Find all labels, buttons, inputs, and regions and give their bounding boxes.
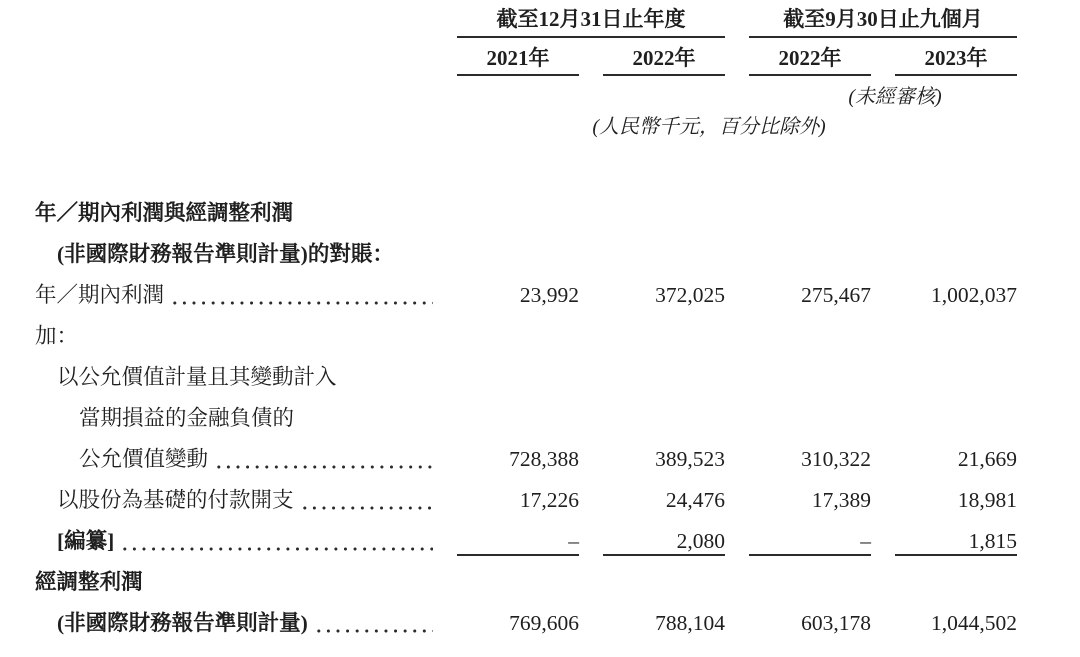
cell-value: 310,322 <box>801 447 871 471</box>
dot-leader <box>300 480 433 521</box>
cell-value: 728,388 <box>509 447 579 471</box>
cell-value: 24,476 <box>665 488 725 512</box>
table-row <box>35 480 1080 521</box>
table-row <box>35 357 1080 398</box>
cell-value: 17,389 <box>811 488 871 512</box>
table-row <box>35 316 1080 357</box>
row-label-cell <box>35 398 433 439</box>
table-row <box>35 439 1080 480</box>
table-row <box>35 521 1080 562</box>
table-row <box>35 275 1080 316</box>
column-group-nine-month-title: 截至9月30日止九個月 <box>749 7 1017 38</box>
cell-value: 603,178 <box>801 611 871 635</box>
table-row <box>35 603 1080 644</box>
row-label: [編纂] <box>57 529 115 553</box>
units-note: (人民幣千元，百分比除外) <box>592 116 826 138</box>
year-header-2023-9m: 2023年 <box>895 46 1017 76</box>
column-group-annual-title: 截至12月31日止年度 <box>457 7 725 38</box>
table-row <box>35 193 1080 234</box>
row-label: 公允價值變動 <box>79 447 209 471</box>
cell-value: 1,815 <box>895 521 1017 562</box>
table-row <box>35 234 1080 275</box>
row-label-cell <box>35 193 433 234</box>
cell-value: 2,080 <box>603 521 725 562</box>
cell-value: – <box>749 521 871 562</box>
row-label-cell <box>35 439 433 480</box>
row-label-cell <box>35 357 433 398</box>
cell-value: 1,044,502 <box>931 611 1017 635</box>
dot-leader <box>214 439 433 480</box>
table-body <box>35 193 1080 644</box>
table-header-note-row <box>35 76 1080 108</box>
table-header-years <box>35 46 1080 76</box>
row-label-cell <box>35 562 433 603</box>
row-label: (非國際財務報告準則計量)的對賬： <box>57 242 394 266</box>
cell-value: – <box>457 521 579 562</box>
row-label: 當期損益的金融負債的 <box>79 406 295 430</box>
row-label: (非國際財務報告準則計量) <box>57 611 308 635</box>
row-label-cell <box>35 275 433 316</box>
row-label: 加： <box>35 324 79 348</box>
cell-value: 17,226 <box>519 488 579 512</box>
unaudited-note: (未經審核) <box>848 86 942 108</box>
dot-leader <box>120 521 433 562</box>
year-header-2021: 2021年 <box>457 46 579 76</box>
dot-leader <box>170 275 433 316</box>
cell-value: 1,002,037 <box>931 283 1017 307</box>
cell-value: 788,104 <box>655 611 725 635</box>
row-label: 以股份為基礎的付款開支 <box>57 488 294 512</box>
cell-value: 18,981 <box>957 488 1017 512</box>
cell-value: 21,669 <box>957 447 1017 471</box>
cell-value: 275,467 <box>801 283 871 307</box>
cell-value: 389,523 <box>655 447 725 471</box>
row-label: 年／期內利潤與經調整利潤 <box>35 201 294 225</box>
dot-leader <box>314 603 433 644</box>
table-header-groups <box>35 7 1080 38</box>
row-label-cell <box>35 234 433 275</box>
row-label: 經調整利潤 <box>35 570 143 594</box>
year-header-2022-9m: 2022年 <box>749 46 871 76</box>
year-header-2022: 2022年 <box>603 46 725 76</box>
row-label-cell <box>35 480 433 521</box>
table-header-units-row <box>35 108 1080 138</box>
row-label: 年／期內利潤 <box>35 283 165 307</box>
table-row <box>35 562 1080 603</box>
cell-value: 23,992 <box>519 283 579 307</box>
row-label-cell <box>35 603 433 644</box>
cell-value: 372,025 <box>655 283 725 307</box>
row-label-cell <box>35 316 433 357</box>
row-label: 以公允價值計量且其變動計入 <box>57 365 337 389</box>
table-row <box>35 398 1080 439</box>
row-label-cell <box>35 521 433 562</box>
cell-value: 769,606 <box>509 611 579 635</box>
